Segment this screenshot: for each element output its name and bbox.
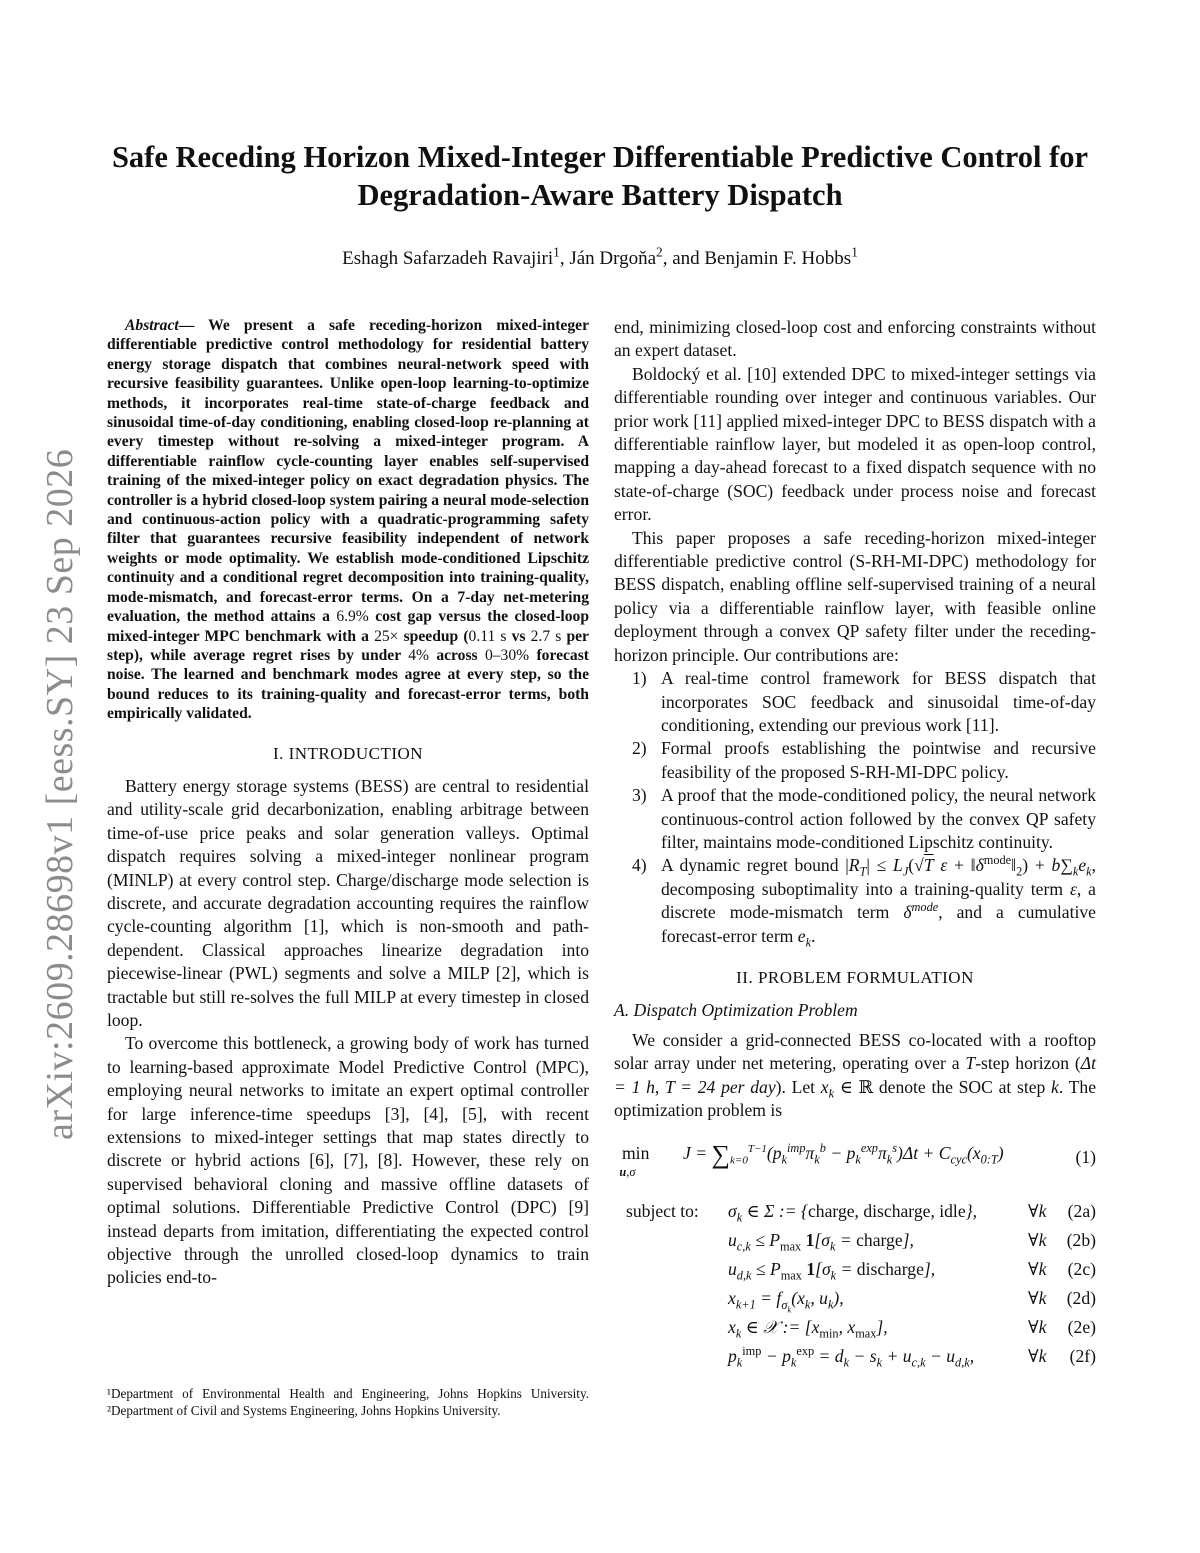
constraint-row [614,1229,1096,1258]
abstract-text: cost gap versus the closed-loop mixed-integer MPC benchmark with a [107,608,589,645]
forall-k: ∀k [1028,1346,1047,1367]
abstract-number: 0.11 s [468,627,507,645]
constraint-expression: $\sigma_k$ ∈ Σ := {charge, discharge, idle}, [728,1201,978,1225]
equation-number: (2d) [1066,1288,1096,1309]
intro-paragraph-3: Boldocký et al. [10] extended DPC to mixed-integer settings via differentiable rounding over integer and continuous variables. Our prior work [11] applied mixed-integer DPC to BESS dispatch with a differentiable rainflow layer, but modeled it as open-loop control, mapping a day-ahead forecast to a fixed dispatch sequence with no state-of-charge (SOC) feedback under process noise and forecast error. [614,363,1096,525]
right-column [614,316,1096,1374]
constraint-expression: $u_{c,k} \le P_{max}$ $1[\sigma_k$ = charge], [728,1230,914,1254]
contribution-label: 1) [632,668,647,689]
affiliation-mark: 1 [851,244,858,260]
constraint-expression: $u_{d,k} \le P_{max}$ $1[\sigma_k$ = discharge], [728,1259,936,1283]
intro-paragraph-2-continued: end, minimizing closed-loop cost and enforcing constraints without an expert dataset. [614,317,1096,361]
objective-expression: $\min_{u,\sigma}$ $J = \sum_{k=0}^{T-1}(p_k^{imp}\pi_k^b - p_k^{exp}\pi_k^s)\Delta t + C_{cyc}(x_{0:T})$ [619,1140,1004,1179]
paper-title: Safe Receding Horizon Mixed-Integer Differentiable Predictive Control for Degradation-Aware Battery Dispatch [111,140,1089,212]
abstract-number: 4% [408,646,429,664]
subsection-heading: A. Dispatch Optimization Problem [614,1000,858,1021]
abstract-lead: Abstract [125,317,179,334]
forall-k: ∀k [1028,1288,1047,1309]
author-name: Eshagh Safarzadeh Ravajiri [342,248,554,269]
author-name: and Benjamin F. Hobbs [672,248,852,269]
left-column [107,316,589,1290]
contribution-text: A dynamic regret bound [661,855,839,876]
constraint-block [614,1200,1096,1374]
abstract-text: speedup ( [398,627,469,645]
author-name: Ján Drgoňa [569,248,657,269]
abstract-number: 25× [374,627,399,645]
equation-number: (2e) [1067,1317,1096,1338]
abstract-number: 0–30% [484,646,530,664]
arxiv-identifier: arXiv:2609.28698v1 [eess.SY] 23 Sep 2026 [39,448,81,1140]
delta-mode-symbol: $\delta^{mode}$ [903,900,939,923]
constraint-expression: $x_k$ ∈ 𝒳 := [$x_{min}$, $x_{max}$], [728,1317,888,1341]
equation-number: (2c) [1067,1259,1096,1280]
affiliation-mark: 1 [553,244,560,260]
section-heading-introduction: I. INTRODUCTION [272,743,424,763]
contribution-text: decomposing suboptimality into a training-quality term [661,878,1064,899]
contribution-text: A real-time control framework for BESS dispatch that incorporates SOC feedback and sinusoidal time-of-day conditioning, extending our previous work [11]. [661,668,1096,735]
abstract-text: vs [506,627,531,645]
contribution-text: A proof that the mode-conditioned policy, the neural network continuous-control action followed by the convex QP safety filter, maintains mode-conditioned Lipschitz continuity. [661,785,1096,852]
constraint-expression: $x_{k+1} = f_{\sigma_k}(x_k$, $u_k$), [728,1288,844,1315]
equation-number: (2a) [1067,1201,1096,1222]
contribution-text: Formal proofs establishing the pointwise and recursive feasibility of the proposed S-RH-MI-DPC policy. [661,738,1096,782]
contribution-label: 4) [632,855,647,876]
regret-bound-formula: $|R_T| \le L_J(√T$ $\varepsilon + ‖\delta^{mode}‖_2) + b\sum_ke_k$, [845,853,1096,879]
equation-number: (2f) [1069,1346,1096,1367]
affiliation-footnote: ¹Department of Environmental Health and Engineering, Johns Hopkins University. ²Department of Civil and Systems Engineering, Johns Hopkins University. [107,1386,589,1418]
abstract [107,316,589,724]
contribution-label: 2) [632,738,647,759]
intro-paragraph-1: Battery energy storage systems (BESS) are central to residential and utility-scale grid decarbonization, enabling arbitrage between time-of-use price peaks and solar generation valleys. Optimal dispatch requires solving a mixed-integer nonlinear program (MINLP) at every control step. Charge/discharge mode selection is discrete, and accurate degradation accounting requires the rainflow cycle-counting algorithm [1], which is non-smooth and path-dependent. Classical approaches linearize degradation into piecewise-linear (PWL) segments and solve a MILP [2], which is tractable but still re-solves the full MILP at every timestep in closed loop. [107,775,589,1030]
equation-number: (1) [1075,1147,1096,1168]
contribution-item [614,667,1096,737]
intro-paragraph-4: This paper proposes a safe receding-horizon mixed-integer differentiable predictive control (S-RH-MI-DPC) methodology for BESS dispatch, enabling offline self-supervised training of a neural policy via a differentiable rainflow layer, with feasible online deployment through a convex QP safety filter under the receding-horizon principle. Our contributions are: [614,527,1096,665]
contribution-list [614,667,1096,948]
contribution-label: 3) [632,785,647,806]
contribution-item [614,784,1096,854]
equation-objective [614,1132,1096,1194]
abstract-number: 2.7 s [530,627,562,645]
forall-k: ∀k [1028,1230,1047,1251]
forall-k: ∀k [1028,1259,1047,1280]
equation-number: (2b) [1066,1230,1096,1251]
contribution-text: , a discrete mode-mismatch term [661,878,1096,923]
constraint-row [614,1287,1096,1316]
abstract-text: across [428,646,485,664]
contribution-item [614,737,1096,784]
epsilon-symbol: ε [1069,878,1077,899]
forall-k: ∀k [1028,1317,1047,1338]
abstract-text: per step), while average regret rises by under [107,627,589,664]
contribution-text: , and a cumulative forecast-error term [661,902,1096,946]
affiliation-mark: 2 [656,244,663,260]
intro-paragraph-2: To overcome this bottleneck, a growing body of work has turned to learning-based approximate Model Predictive Control (MPC), employing neural networks to imitate an expert optimal controller for large inference-time speedups [3], [4], [5], with recent extensions to mixed-integer settings that map states directly to discrete or hybrid actions [6], [7], [8]. However, these rely on supervised behavioral cloning and massive offline datasets of optimal solutions. Differentiable Predictive Control (DPC) [9] instead departs from imitation, differentiating the expected control objective through the unrolled closed-loop dynamics to train policies end-to- [107,1033,589,1288]
problem-paragraph: We consider a grid-connected BESS co-located with a rooftop solar array under net metering, operating over a T-step horizon (Δt = 1 h, T = 24 per day). Let $x_k$ ∈ ℝ denote the SOC at step k. The optimization problem is [614,1029,1097,1120]
ek-symbol: $e_k$ [797,925,812,950]
section-heading-problem-formulation: II. PROBLEM FORMULATION [736,967,974,987]
subject-to-label: subject to: [626,1201,699,1222]
constraint-row [614,1316,1096,1345]
author-list: Eshagh Safarzadeh Ravajiri$^1$, Ján Drgoňa$^2$, and Benjamin F. Hobbs$^1$ [342,244,858,269]
abstract-number: 6.9% [336,608,369,626]
constraint-row [614,1200,1096,1229]
contribution-item: 4) A dynamic regret bound $|R_T| \le L_J(√T$ $\varepsilon + ‖\delta^{mode}‖_2) + b\sum_ke_k$, decomposing suboptimality into a training-quality term ε, a discrete mode-mismatch term $\delta^{mode}$, and a cumulative forecast-error term $e_k$. [632,853,1096,950]
forall-k: ∀k [1028,1201,1047,1222]
abstract-text: forecast noise. The learned and benchmark modes agree at every step, so the bound reduces to its training-quality and forecast-error terms, both empirically validated. [107,646,589,723]
constraint-expression: $p_k^{imp} - p_k^{exp} = d_k - s_k + u_{c,k} - u_{d,k}$, [728,1344,975,1370]
constraint-row [614,1345,1096,1374]
constraint-row [614,1258,1096,1287]
abstract-text: — We present a safe receding-horizon mixed-integer differentiable predictive control methodology for residential battery energy storage dispatch that combines neural-network speed with recursive feasibility guarantees. Unlike open-loop learning-to-optimize methods, it incorporates real-time state-of-charge feedback and sinusoidal time-of-day conditioning, enabling closed-loop re-planning at every timestep without re-solving a mixed-integer program. A differentiable rainflow cycle-counting layer enables self-supervised training of the mixed-integer policy on exact degradation physics. The controller is a hybrid closed-loop system pairing a neural mode-selection and continuous-action policy with a quadratic-programming safety filter that guarantees recursive feasibility independent of network weights or mode optimality. We establish mode-conditioned Lipschitz continuity and a conditional regret decomposition into training-quality, mode-mismatch, and forecast-error terms. On a 7-day net-metering evaluation, the method attains a [107,317,589,626]
